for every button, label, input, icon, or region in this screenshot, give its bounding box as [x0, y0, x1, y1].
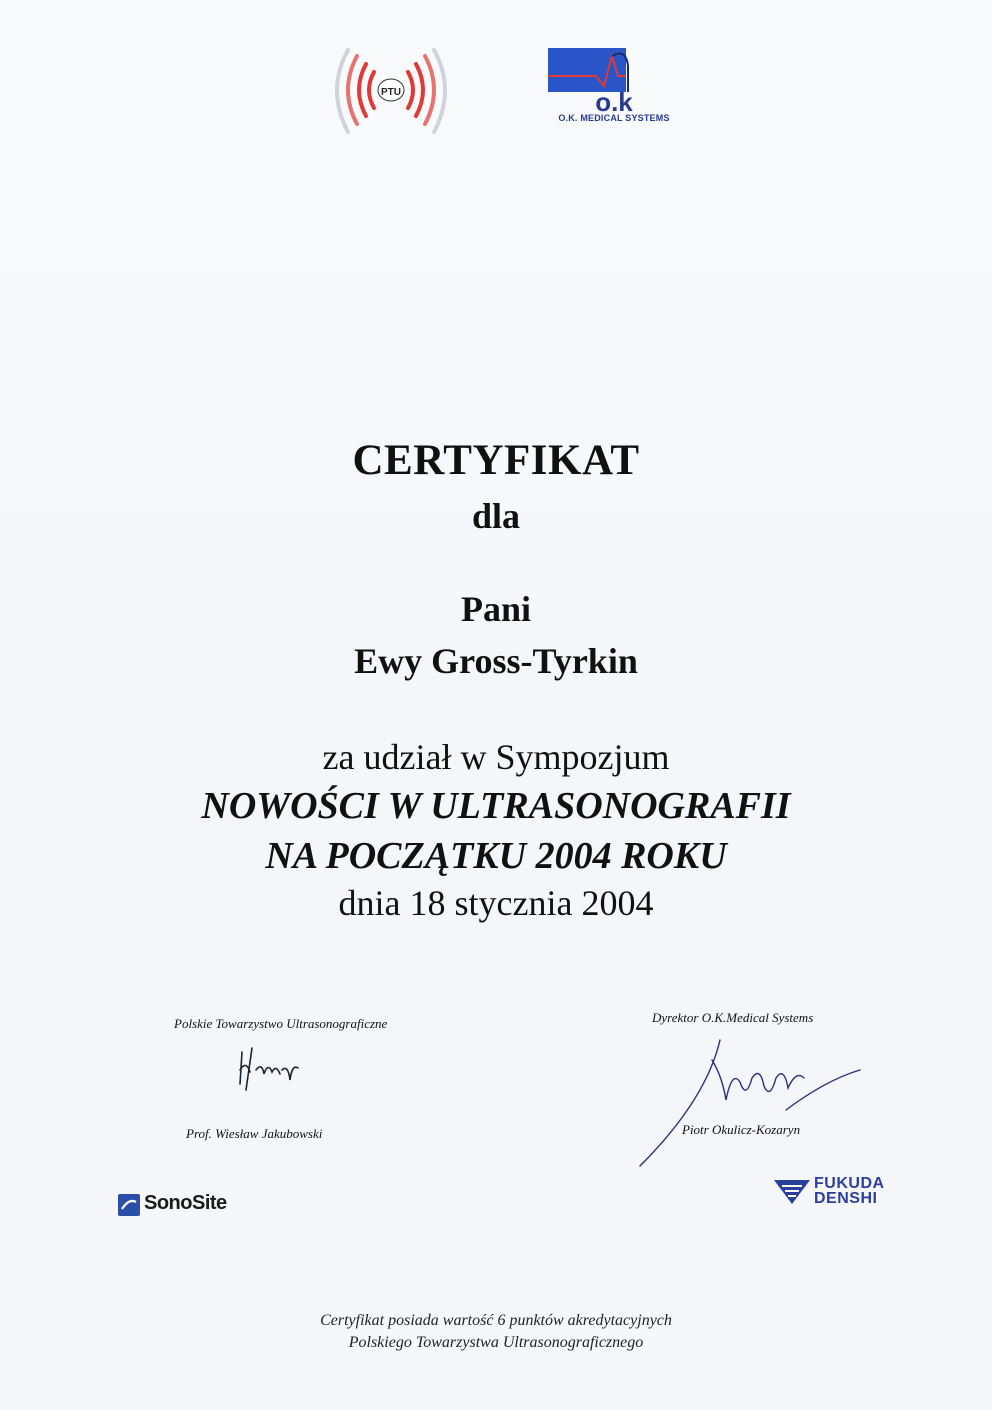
fukuda-line1: FUKUDA	[814, 1175, 885, 1192]
for-label: dla	[471, 496, 521, 536]
event-title-line1: NOWOŚCI W ULTRASONOGRAFII	[201, 785, 791, 827]
ptu-logo-text: PTU	[381, 86, 401, 98]
left-signature-image	[232, 1040, 312, 1096]
salutation: Pani	[460, 589, 531, 629]
sonosite-swirl-icon	[118, 1194, 140, 1216]
ok-mark: o.k	[595, 87, 633, 117]
certificate-title: CERTYFIKAT	[352, 437, 640, 484]
sonosite-text: SonoSite	[144, 1192, 227, 1214]
footer-line2: Polskiego Towarzystwa Ultrasonograficznego	[348, 1334, 644, 1351]
event-title-line2: NA POCZĄTKU 2004 ROKU	[265, 835, 727, 877]
fukuda-line2: DENSHI	[814, 1190, 878, 1207]
event-date: dnia 18 stycznia 2004	[338, 883, 654, 923]
ok-medical-logo	[546, 46, 682, 126]
signature-icon	[636, 1030, 866, 1170]
right-signatory-name: Piotr Okulicz-Kozaryn	[682, 1122, 801, 1137]
left-signatory-name: Prof. Wiesław Jakubowski	[186, 1126, 323, 1141]
ok-ecg-icon	[546, 46, 682, 94]
right-signature-image	[636, 1030, 866, 1170]
ptu-logo	[326, 42, 456, 142]
right-signatory-organization: Dyrektor O.K.Medical Systems	[652, 1010, 814, 1025]
recipient-name: Ewy Gross-Tyrkin	[354, 641, 638, 681]
fukuda-text	[814, 1176, 885, 1206]
fukuda-denshi-logo	[774, 1175, 924, 1208]
ok-caption: O.K. MEDICAL SYSTEMS	[558, 113, 670, 123]
participation-text: za udział w Sympozjum	[322, 737, 670, 777]
fukuda-chevron-icon	[774, 1178, 810, 1206]
signature-icon	[232, 1040, 312, 1096]
ptu-waves-icon	[326, 42, 456, 142]
footer-line1: Certyfikat posiada wartość 6 punktów akredytacyjnych	[320, 1312, 672, 1329]
left-signatory-organization: Polskie Towarzystwo Ultrasonograficzne	[174, 1016, 388, 1031]
sonosite-logo	[118, 1190, 238, 1218]
